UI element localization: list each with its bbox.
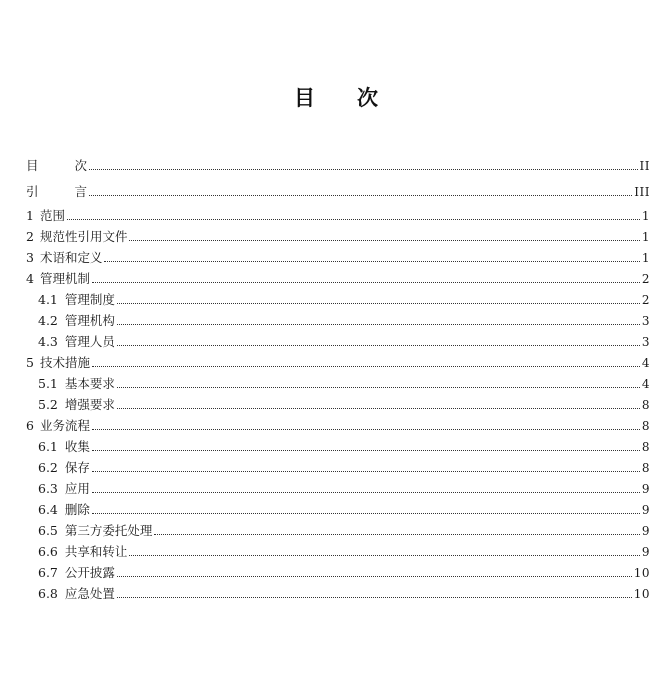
toc-dot-leader — [117, 596, 632, 598]
toc-entry-introduction[interactable] — [26, 174, 650, 200]
toc-entry-text: 业务流程 — [39, 418, 90, 433]
toc-entry[interactable] — [26, 497, 650, 518]
toc-entry[interactable] — [26, 413, 650, 434]
toc-dot-leader — [92, 449, 640, 451]
toc-page-number: 9 — [641, 482, 650, 496]
toc-section-number: 6.3 — [38, 481, 58, 496]
toc-dot-leader — [154, 533, 639, 535]
toc-page-number: 2 — [641, 293, 650, 307]
toc-entry-text: 范围 — [39, 208, 65, 223]
toc-entry-text: 目 — [26, 158, 39, 173]
toc-entry-label — [26, 271, 90, 287]
toc-entry-contents[interactable] — [26, 148, 650, 174]
toc-section-number: 1 — [26, 208, 34, 223]
toc-page-number: 4 — [641, 377, 650, 391]
toc-section-number: 6.6 — [38, 544, 58, 559]
toc-page-number: 9 — [641, 524, 650, 538]
toc-dot-leader — [92, 365, 640, 367]
toc-entry-label — [38, 586, 115, 602]
toc-entry[interactable] — [26, 266, 650, 287]
toc-page-number: II — [639, 159, 650, 173]
toc-dot-leader — [92, 491, 640, 493]
toc-entry-text: 应用 — [64, 481, 90, 496]
toc-page-number: 10 — [633, 587, 650, 601]
page-title — [0, 84, 672, 112]
toc-entry-text: 规范性引用文件 — [39, 229, 128, 244]
toc-page-number: 3 — [641, 335, 650, 349]
toc-dot-leader — [129, 239, 639, 241]
toc-page-number: 1 — [641, 230, 650, 244]
toc-section-number: 5 — [26, 355, 34, 370]
toc-entry-label — [38, 397, 115, 413]
table-of-contents — [26, 148, 650, 602]
toc-entry[interactable] — [26, 350, 650, 371]
toc-entry-label — [26, 250, 102, 266]
toc-entry-label — [26, 229, 127, 245]
toc-entry[interactable] — [26, 581, 650, 602]
toc-dot-leader — [117, 386, 640, 388]
toc-entry-label — [26, 418, 90, 434]
toc-entry-text: 删除 — [64, 502, 90, 517]
toc-entry-text: 引 — [26, 184, 39, 199]
toc-page-number: 8 — [641, 419, 650, 433]
toc-dot-leader — [117, 575, 632, 577]
toc-entry-text: 增强要求 — [64, 397, 115, 412]
toc-entry-text: 管理人员 — [64, 334, 115, 349]
toc-entry-text: 管理机构 — [64, 313, 115, 328]
toc-entry[interactable] — [26, 224, 650, 245]
toc-entry-label — [38, 460, 90, 476]
toc-page-number: 3 — [641, 314, 650, 328]
toc-dot-leader — [67, 218, 640, 220]
toc-entry-label — [38, 313, 115, 329]
toc-entry-label — [26, 184, 87, 200]
toc-entry[interactable] — [26, 245, 650, 266]
toc-page-number: 8 — [641, 461, 650, 475]
toc-dot-leader — [89, 194, 632, 196]
toc-entry-label — [38, 502, 90, 518]
toc-entry-text: 次 — [74, 158, 88, 173]
toc-section-number: 6.4 — [38, 502, 58, 517]
toc-page-number: III — [634, 185, 650, 199]
toc-dot-leader — [92, 512, 640, 514]
toc-entry-text: 保存 — [64, 460, 90, 475]
toc-section-number: 4.3 — [38, 334, 58, 349]
page-title-char: 目 — [294, 86, 315, 110]
toc-entry-text: 管理制度 — [64, 292, 115, 307]
toc-page-number: 8 — [641, 440, 650, 454]
toc-section-number: 5.1 — [38, 376, 58, 391]
toc-entry-text: 基本要求 — [64, 376, 115, 391]
toc-entry-label — [26, 158, 87, 174]
toc-section-number: 4.2 — [38, 313, 58, 328]
toc-entry-text: 第三方委托处理 — [64, 523, 153, 538]
toc-entry[interactable] — [26, 539, 650, 560]
toc-entry-label — [38, 523, 152, 539]
toc-entry-label — [38, 565, 115, 581]
toc-section-number: 4.1 — [38, 292, 58, 307]
toc-dot-leader — [92, 281, 640, 283]
toc-entry-text: 收集 — [64, 439, 90, 454]
toc-page-number: 1 — [641, 209, 650, 223]
toc-entry-label — [38, 439, 90, 455]
toc-entry[interactable] — [26, 287, 650, 308]
toc-entry[interactable] — [26, 476, 650, 497]
toc-page-number: 8 — [641, 398, 650, 412]
toc-dot-leader — [92, 470, 640, 472]
toc-page-number: 1 — [641, 251, 650, 265]
toc-section-number: 3 — [26, 250, 34, 265]
toc-dot-leader — [117, 407, 640, 409]
toc-section-number: 6.1 — [38, 439, 58, 454]
toc-dot-leader — [129, 554, 639, 556]
toc-entry[interactable] — [26, 329, 650, 350]
toc-page-number: 9 — [641, 545, 650, 559]
page-title-char: 次 — [357, 86, 378, 110]
toc-entry-text: 共享和转让 — [64, 544, 128, 559]
toc-entry-text: 管理机制 — [39, 271, 90, 286]
toc-entry[interactable] — [26, 203, 650, 224]
toc-section-number: 4 — [26, 271, 34, 286]
toc-entry-label — [26, 208, 65, 224]
toc-entry-text: 公开披露 — [64, 565, 115, 580]
toc-entry-text: 言 — [74, 184, 88, 199]
toc-entry-label — [38, 481, 90, 497]
toc-section-number: 6.7 — [38, 565, 58, 580]
toc-page-number: 4 — [641, 356, 650, 370]
toc-entry-label — [38, 334, 115, 350]
toc-entry-label — [26, 355, 90, 371]
toc-entry[interactable] — [26, 392, 650, 413]
toc-entry-label — [38, 544, 127, 560]
toc-dot-leader — [117, 344, 640, 346]
toc-section-number: 6.2 — [38, 460, 58, 475]
toc-entry[interactable] — [26, 560, 650, 581]
toc-entry[interactable] — [26, 455, 650, 476]
toc-entry-text: 术语和定义 — [39, 250, 103, 265]
toc-entry[interactable] — [26, 308, 650, 329]
toc-dot-leader — [89, 168, 637, 170]
toc-dot-leader — [117, 302, 640, 304]
toc-dot-leader — [117, 323, 640, 325]
toc-section-number: 6 — [26, 418, 34, 433]
toc-dot-leader — [92, 428, 640, 430]
toc-dot-leader — [104, 260, 639, 262]
toc-entry[interactable] — [26, 518, 650, 539]
toc-section-number: 6.5 — [38, 523, 58, 538]
toc-page-number: 10 — [633, 566, 650, 580]
toc-entry-text: 技术措施 — [39, 355, 90, 370]
toc-entry-label — [38, 376, 115, 392]
toc-page-number: 9 — [641, 503, 650, 517]
toc-section-number: 6.8 — [38, 586, 58, 601]
toc-section-number: 2 — [26, 229, 34, 244]
toc-entry-text: 应急处置 — [64, 586, 115, 601]
toc-entry[interactable] — [26, 434, 650, 455]
toc-page-number: 2 — [641, 272, 650, 286]
toc-entry[interactable] — [26, 371, 650, 392]
toc-entry-label — [38, 292, 115, 308]
toc-section-number: 5.2 — [38, 397, 58, 412]
